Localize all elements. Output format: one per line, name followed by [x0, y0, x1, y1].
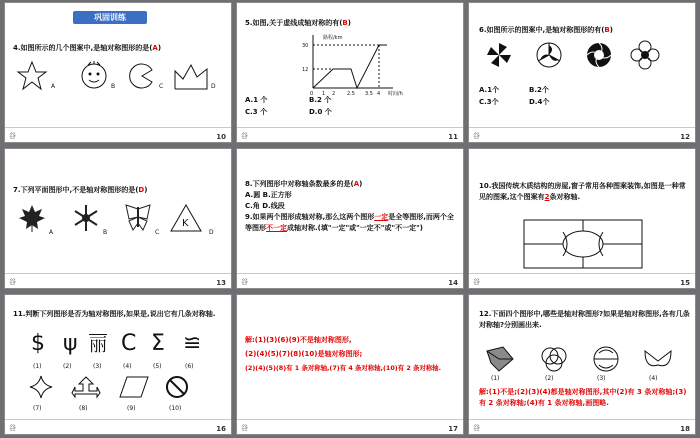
label-3: (3) [597, 375, 606, 382]
page-number: 14 [448, 279, 458, 287]
page-number: 17 [448, 425, 458, 433]
option-c: C.3个 [479, 98, 499, 106]
label-4: (4) [123, 363, 132, 370]
x-tick: 3.5 [365, 91, 373, 97]
label-d: D [211, 83, 216, 90]
slide-thumbnail-10[interactable] [4, 2, 232, 143]
label-c: C [155, 229, 160, 236]
slide-thumbnail-17[interactable] [236, 294, 464, 435]
answer-mark: A [152, 44, 158, 52]
pinwheel-pattern [485, 41, 513, 69]
label-a: A [51, 83, 56, 90]
page-number: 18 [680, 425, 690, 433]
letter-c-symbol: C [121, 331, 137, 356]
pacman-shape [127, 61, 157, 91]
label-5: (5) [153, 363, 162, 370]
option-b: B.2个 [529, 86, 549, 94]
face-shape [79, 61, 109, 91]
options-line-2: C.角 D.线段 [245, 202, 285, 210]
sigma-symbol: Σ [151, 331, 165, 356]
x-axis-label: 时间/h [388, 91, 403, 97]
x-tick: 0 [310, 91, 314, 97]
question-text: 8.下列图形中对称轴条数最多的是(A) [245, 180, 363, 188]
slide-thumbnail-14[interactable] [236, 148, 464, 289]
page-number: 16 [216, 425, 226, 433]
maple-leaf-shape [17, 203, 47, 233]
y-tick: 12 [302, 67, 309, 73]
butterfly-shape [123, 203, 153, 233]
label-c: C [159, 83, 164, 90]
answer-mark: D [138, 186, 145, 194]
solution-line-1: 解:(1)(3)(6)(9)不是轴对称图形, [245, 336, 352, 344]
label-b: B [111, 83, 116, 90]
question-text: 12.下面四个图形中,哪些是轴对称图形?如果是轴对称图形,各有几条对称轴?分别画出来. [479, 310, 690, 329]
distance-time-graph [293, 33, 403, 97]
slide-footer: 谷 16 [5, 419, 231, 434]
slide-thumbnail-11[interactable] [236, 2, 464, 143]
snowflake-shape [71, 203, 101, 233]
window-pattern [523, 219, 643, 269]
options-line-1: A.圆 B.正方形 [245, 191, 292, 199]
parallelogram-shape [119, 375, 149, 399]
slide-thumbnail-12[interactable] [468, 2, 696, 143]
label-1: (1) [491, 375, 500, 382]
slide-footer: 谷 14 [237, 273, 463, 288]
question-text: 10.我国传统木质结构的房屋,窗子常用各种图案装饰,如图是一种常见的图案,这个图案有2条对称轴. [479, 182, 686, 201]
slide-thumbnail-16[interactable] [4, 294, 232, 435]
tri-blade-pattern [535, 41, 563, 69]
page-number: 11 [448, 133, 458, 141]
label-3: (3) [93, 363, 102, 370]
no-sign-shape [165, 375, 189, 399]
question-text: 5.如图,关于虚线成轴对称的有(B) [245, 19, 351, 27]
question-text: 4.如图所示的几个图案中,是轴对称图形的是(A) [13, 44, 162, 52]
dollar-symbol: $ [31, 331, 45, 356]
solution-text: 解:(1)不是;(2)(3)(4)都是轴对称图形,其中(2)有 3 条对称轴;(3)有 2 条对称轴;(4)有 1 条对称轴,画图略. [479, 388, 687, 407]
option-b: B.2 个 [309, 96, 332, 104]
double-arrow-shape [71, 375, 101, 399]
label-9: (9) [127, 405, 136, 412]
flower-pattern [631, 41, 659, 69]
slide-footer: 谷 18 [469, 419, 695, 434]
triangle-letter: K [182, 218, 189, 229]
x-tick: 2.5 [347, 91, 355, 97]
label-b: B [103, 229, 108, 236]
slide-footer: 谷 13 [5, 273, 231, 288]
label-2: (2) [545, 375, 554, 382]
label-10: (10) [169, 405, 182, 412]
spiral-pattern [585, 41, 613, 69]
option-a: A.1个 [479, 86, 500, 94]
question-text: 7.下列平面图形中,不是轴对称图形的是(D) [13, 186, 148, 194]
slide-footer: 谷 12 [469, 127, 695, 142]
slide-footer: 谷 11 [237, 127, 463, 142]
page-number: 10 [216, 133, 226, 141]
fill-blank-2: 不一定 [266, 224, 287, 232]
page-number: 13 [216, 279, 226, 287]
circle-cross-shape [591, 345, 621, 373]
slide-footer: 谷 10 [5, 127, 231, 142]
label-1: (1) [33, 363, 42, 370]
x-tick: 1 [322, 91, 326, 97]
slide-thumbnail-15[interactable] [468, 148, 696, 289]
option-c: C.3 个 [245, 108, 268, 116]
star-shape [17, 61, 47, 91]
crown-shape [173, 61, 209, 91]
slide-footer: 谷 17 [237, 419, 463, 434]
answer-mark: B [604, 26, 610, 34]
fill-blank-1: 一定 [374, 213, 389, 221]
label-6: (6) [185, 363, 194, 370]
slide-thumbnail-18[interactable] [468, 294, 696, 435]
answer-mark: A [353, 180, 360, 188]
question-text: 6.如图所示的图案中,是轴对称图形的有(B) [479, 26, 613, 34]
wave-symbol: ≌ [183, 331, 202, 356]
solution-line-2: (2)(4)(5)(7)(8)(10)是轴对称图形; [245, 350, 363, 358]
bowtie-shape [643, 345, 673, 373]
slide-thumbnail-13[interactable] [4, 148, 232, 289]
page-number: 12 [680, 133, 690, 141]
li-character: 丽 [89, 335, 107, 356]
solution-line-3: (2)(4)(5)(8)有 1 条对称轴,(7)有 4 条对称轴,(10)有 2 条对称轴. [245, 364, 442, 372]
label-2: (2) [63, 363, 72, 370]
option-d: D.4个 [529, 98, 550, 106]
four-point-star-shape [29, 375, 53, 399]
x-tick: 4 [377, 91, 381, 97]
label-8: (8) [79, 405, 88, 412]
question-9-text: 9.如果两个图形成轴对称,那么这两个图形一定是全等图形,而两个全等图形不一定成轴对称.(填"一定"或"一定不"或"不一定") [245, 213, 454, 232]
label-7: (7) [33, 405, 42, 412]
triangle-shape [169, 203, 203, 233]
label-d: D [209, 229, 214, 236]
label-a: A [49, 229, 54, 236]
folded-shape [485, 345, 515, 373]
section-badge: 巩固训练 [73, 11, 147, 24]
page-number: 15 [680, 279, 690, 287]
question-text: 11.判断下列图形是否为轴对称图形,如果是,说出它有几条对称轴. [13, 310, 216, 318]
three-circles-shape [539, 345, 569, 373]
option-a: A.1 个 [245, 96, 268, 104]
y-axis-label: 路程/km [323, 35, 343, 41]
answer-mark: 2 [544, 193, 550, 201]
slide-footer: 谷 15 [469, 273, 695, 288]
label-4: (4) [649, 375, 658, 382]
option-d: D.0 个 [309, 108, 332, 116]
x-tick: 2 [332, 91, 336, 97]
answer-mark: B [342, 19, 348, 27]
psi-symbol: ψ [63, 331, 78, 356]
y-tick: 30 [302, 43, 309, 49]
